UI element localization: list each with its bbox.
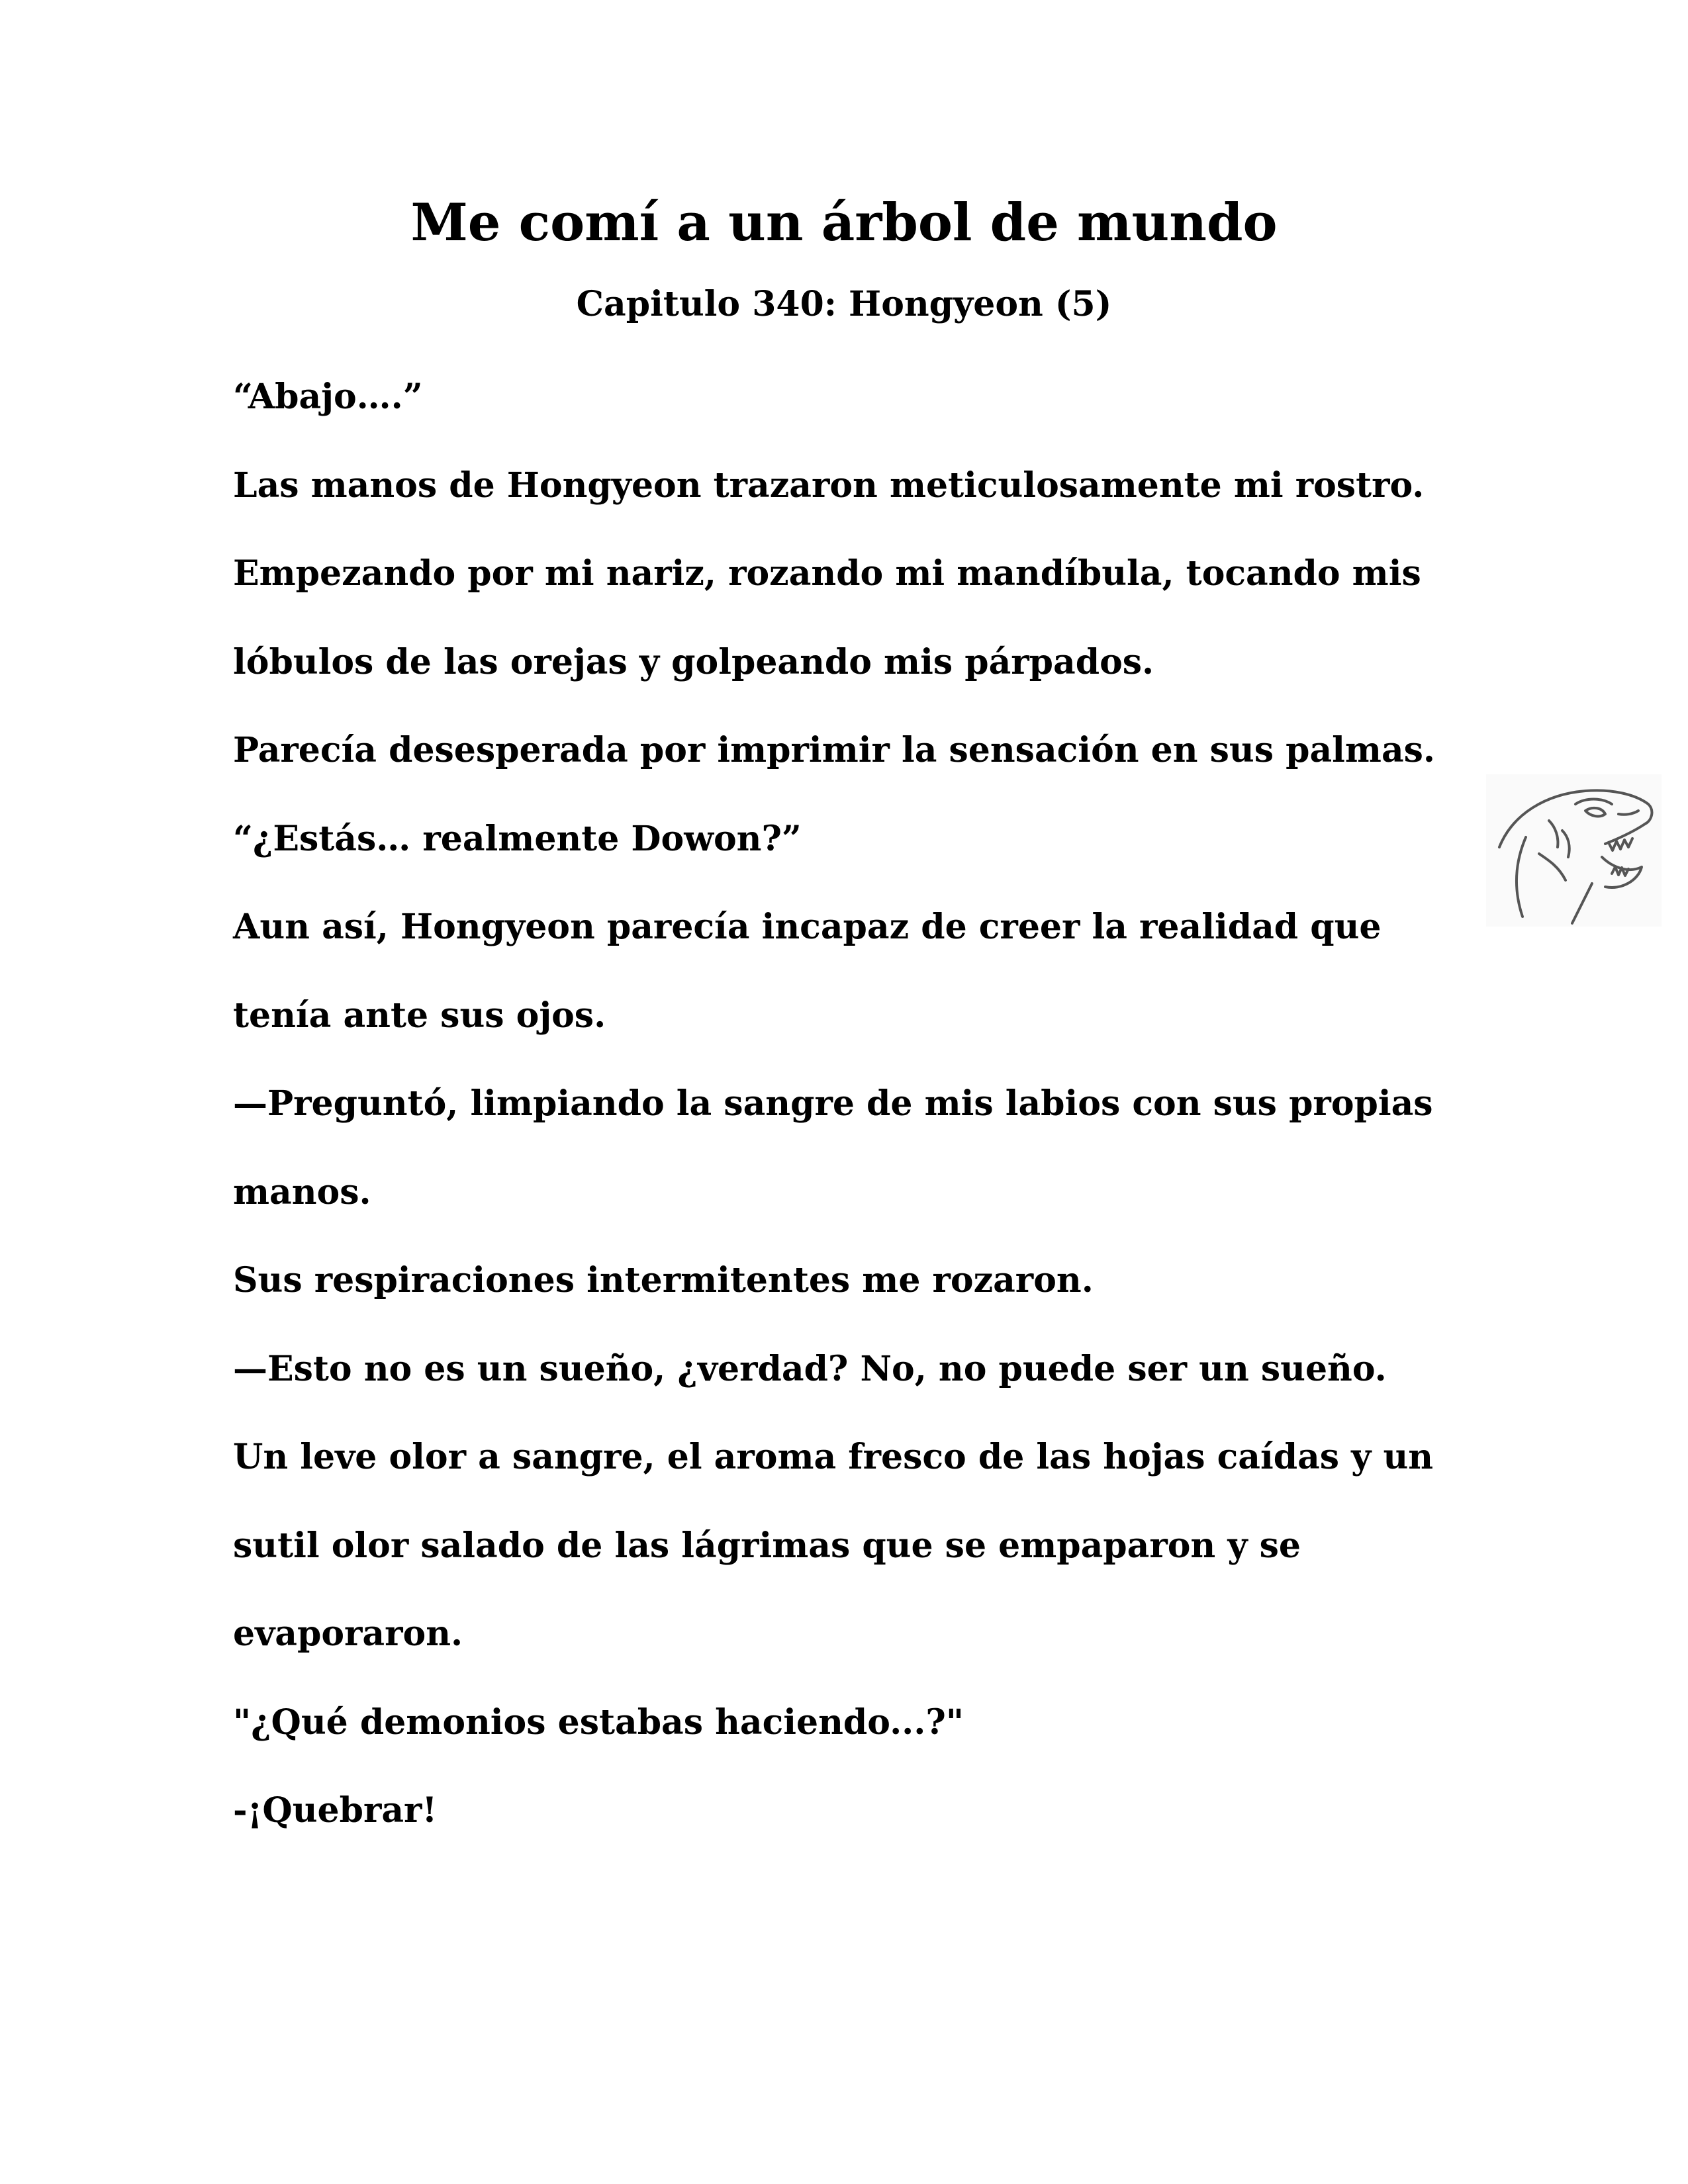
text-line: Un leve olor a sangre, el aroma fresco de las hojas caídas y un (233, 1437, 1434, 1477)
text-line: "¿Qué demonios estabas haciendo...?" (233, 1702, 964, 1743)
page-title: Me comí a un árbol de mundo (410, 193, 1278, 253)
dinosaur-head-sketch-icon (1486, 774, 1662, 927)
text-line: Las manos de Hongyeon trazaron meticulosamente mi rostro. (233, 465, 1425, 506)
text-line: evaporaron. (233, 1614, 463, 1654)
text-line: tenía ante sus ojos. (233, 995, 606, 1036)
text-line: lóbulos de las orejas y golpeando mis párpados. (233, 641, 1154, 682)
text-line: —Preguntó, limpiando la sangre de mis labios con sus propias (233, 1083, 1433, 1124)
text-line: —Esto no es un sueño, ¿verdad? No, no puede ser un sueño. (233, 1348, 1387, 1389)
text-line: “Abajo….” (233, 377, 423, 417)
chapter-title: Capitulo 340: Hongyeon (5) (576, 284, 1112, 324)
text-line: Empezando por mi nariz, rozando mi mandíbula, tocando mis (233, 553, 1421, 594)
text-line: -¡Quebrar! (233, 1790, 438, 1831)
text-line: “¿Estás… realmente Dowon?” (233, 818, 802, 859)
text-line: Parecía desesperada por imprimir la sensación en sus palmas. (233, 730, 1436, 770)
text-line: manos. (233, 1171, 371, 1212)
text-line: Sus respiraciones intermitentes me rozaron. (233, 1260, 1094, 1300)
text-line: Aun así, Hongyeon parecía incapaz de creer la realidad que (233, 907, 1382, 947)
text-line: sutil olor salado de las lágrimas que se empaparon y se (233, 1525, 1301, 1566)
chapter-body (233, 367, 1477, 1870)
